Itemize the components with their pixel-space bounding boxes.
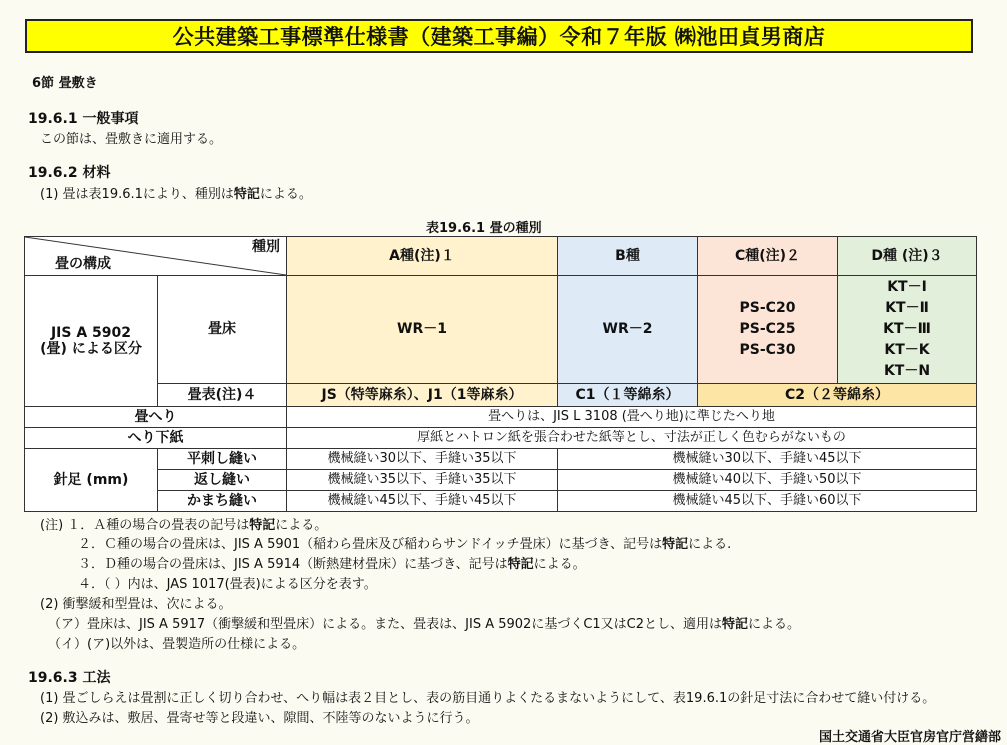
stitch-length-label: 針足 (mm) bbox=[25, 449, 158, 512]
stitch-row-label: かまち縫い bbox=[158, 491, 287, 512]
herishita-label: へり下紙 bbox=[25, 428, 287, 449]
tatamiomote-a: JS（特等麻糸）、J1（1等麻糸） bbox=[287, 384, 558, 407]
method-item-1: (1) 畳ごしらえは畳割に正しく切り合わせ、へり幅は表２目とし、表の筋目通りよくたるまないようにして、表19.6.1の針足寸法に合わせて縫い付ける。 bbox=[40, 691, 936, 706]
header-type-a: A種(注)１ bbox=[287, 237, 558, 276]
note-3: ３．Ｄ種の場合の畳床は、JIS A 5914（断熱建材畳床）に基づき、記号は特記による。 bbox=[78, 557, 586, 572]
herishita-value: 厚紙とハトロン紙を張合わせた紙等とし、寸法が正しく色むらがないもの bbox=[287, 428, 977, 449]
header-type-c: C種(注)２ bbox=[698, 237, 838, 276]
general-text: この節は、畳敷きに適用する。 bbox=[40, 132, 223, 147]
page-title: 公共建築工事標準仕様書（建築工事編）令和７年版 ㈱池田貞男商店 bbox=[25, 19, 973, 53]
stitch-row-ab: 機械縫い35以下、手縫い35以下 bbox=[287, 470, 558, 491]
table-caption: 表19.6.1 畳の種別 bbox=[426, 221, 542, 236]
stitch-row-cd: 機械縫い45以下、手縫い60以下 bbox=[558, 491, 977, 512]
stitch-row-label: 平刺し縫い bbox=[158, 449, 287, 470]
corner-top-label: 種別 bbox=[252, 239, 280, 255]
materials-item-2a: （ア）畳床は、JIS A 5917（衝撃緩和型畳床）による。また、畳表は、JIS A 5902に基づくC1又はC2とし、適用は特記による。 bbox=[48, 617, 801, 632]
corner-bottom-label: 畳の構成 bbox=[55, 255, 111, 272]
note-1: (注) １．Ａ種の場合の畳表の記号は特記による。 bbox=[40, 518, 328, 533]
stitch-row-cd: 機械縫い30以下、手縫い45以下 bbox=[558, 449, 977, 470]
stitch-row-label: 返し縫い bbox=[158, 470, 287, 491]
footer-credit: 国土交通省大臣官房官庁営繕部 bbox=[818, 730, 1001, 745]
stitch-row-cd: 機械縫い40以下、手縫い50以下 bbox=[558, 470, 977, 491]
method-item-2: (2) 敷込みは、敷居、畳寄せ等と段違い、隙間、不陸等のないように行う。 bbox=[40, 711, 479, 726]
materials-heading: 19.6.2 材料 bbox=[28, 165, 111, 181]
materials-item-1: (1) 畳は表19.6.1により、種別は特記による。 bbox=[40, 187, 312, 202]
corner-cell bbox=[25, 237, 287, 276]
tatamiomote-label: 畳表(注)４ bbox=[158, 384, 287, 407]
general-heading: 19.6.1 一般事項 bbox=[28, 111, 139, 127]
jis-classification-label: JIS A 5902 (畳) による区分 bbox=[25, 276, 158, 407]
header-type-b: B種 bbox=[558, 237, 698, 276]
tatamiomote-b: C1（１等綿糸） bbox=[558, 384, 698, 407]
stitch-row-ab: 機械縫い30以下、手縫い35以下 bbox=[287, 449, 558, 470]
tatamidoko-label: 畳床 bbox=[158, 276, 287, 384]
tatamidoko-c: PS-C20 PS-C25 PS-C30 bbox=[698, 276, 838, 384]
tatamidoko-a: WR－1 bbox=[287, 276, 558, 384]
method-heading: 19.6.3 工法 bbox=[28, 670, 111, 686]
tatami-type-table bbox=[24, 236, 977, 512]
note-2: ２．Ｃ種の場合の畳床は、JIS A 5901（稲わら畳床及び稲わらサンドイッチ畳床）に基づき、記号は特記による. bbox=[78, 537, 732, 552]
materials-item-2: (2) 衝撃緩和型畳は、次による。 bbox=[40, 597, 232, 612]
materials-item-2b: （イ）(ア)以外は、畳製造所の仕様による。 bbox=[48, 637, 306, 652]
tatamidoko-d: KT－Ⅰ KT－Ⅱ KT－Ⅲ KT－K KT－N bbox=[838, 276, 977, 384]
header-type-d: D種 (注)３ bbox=[838, 237, 977, 276]
note-4: ４．（ ）内は、JAS 1017(畳表)による区分を表す。 bbox=[78, 577, 377, 592]
section-heading: 6節 畳敷き bbox=[32, 76, 98, 91]
stitch-row-ab: 機械縫い45以下、手縫い45以下 bbox=[287, 491, 558, 512]
heri-value: 畳へりは、JIS L 3108 (畳へり地)に準じたへり地 bbox=[287, 407, 977, 428]
heri-label: 畳へり bbox=[25, 407, 287, 428]
tatamidoko-b: WR－2 bbox=[558, 276, 698, 384]
tatamiomote-cd: C2（２等綿糸） bbox=[698, 384, 977, 407]
